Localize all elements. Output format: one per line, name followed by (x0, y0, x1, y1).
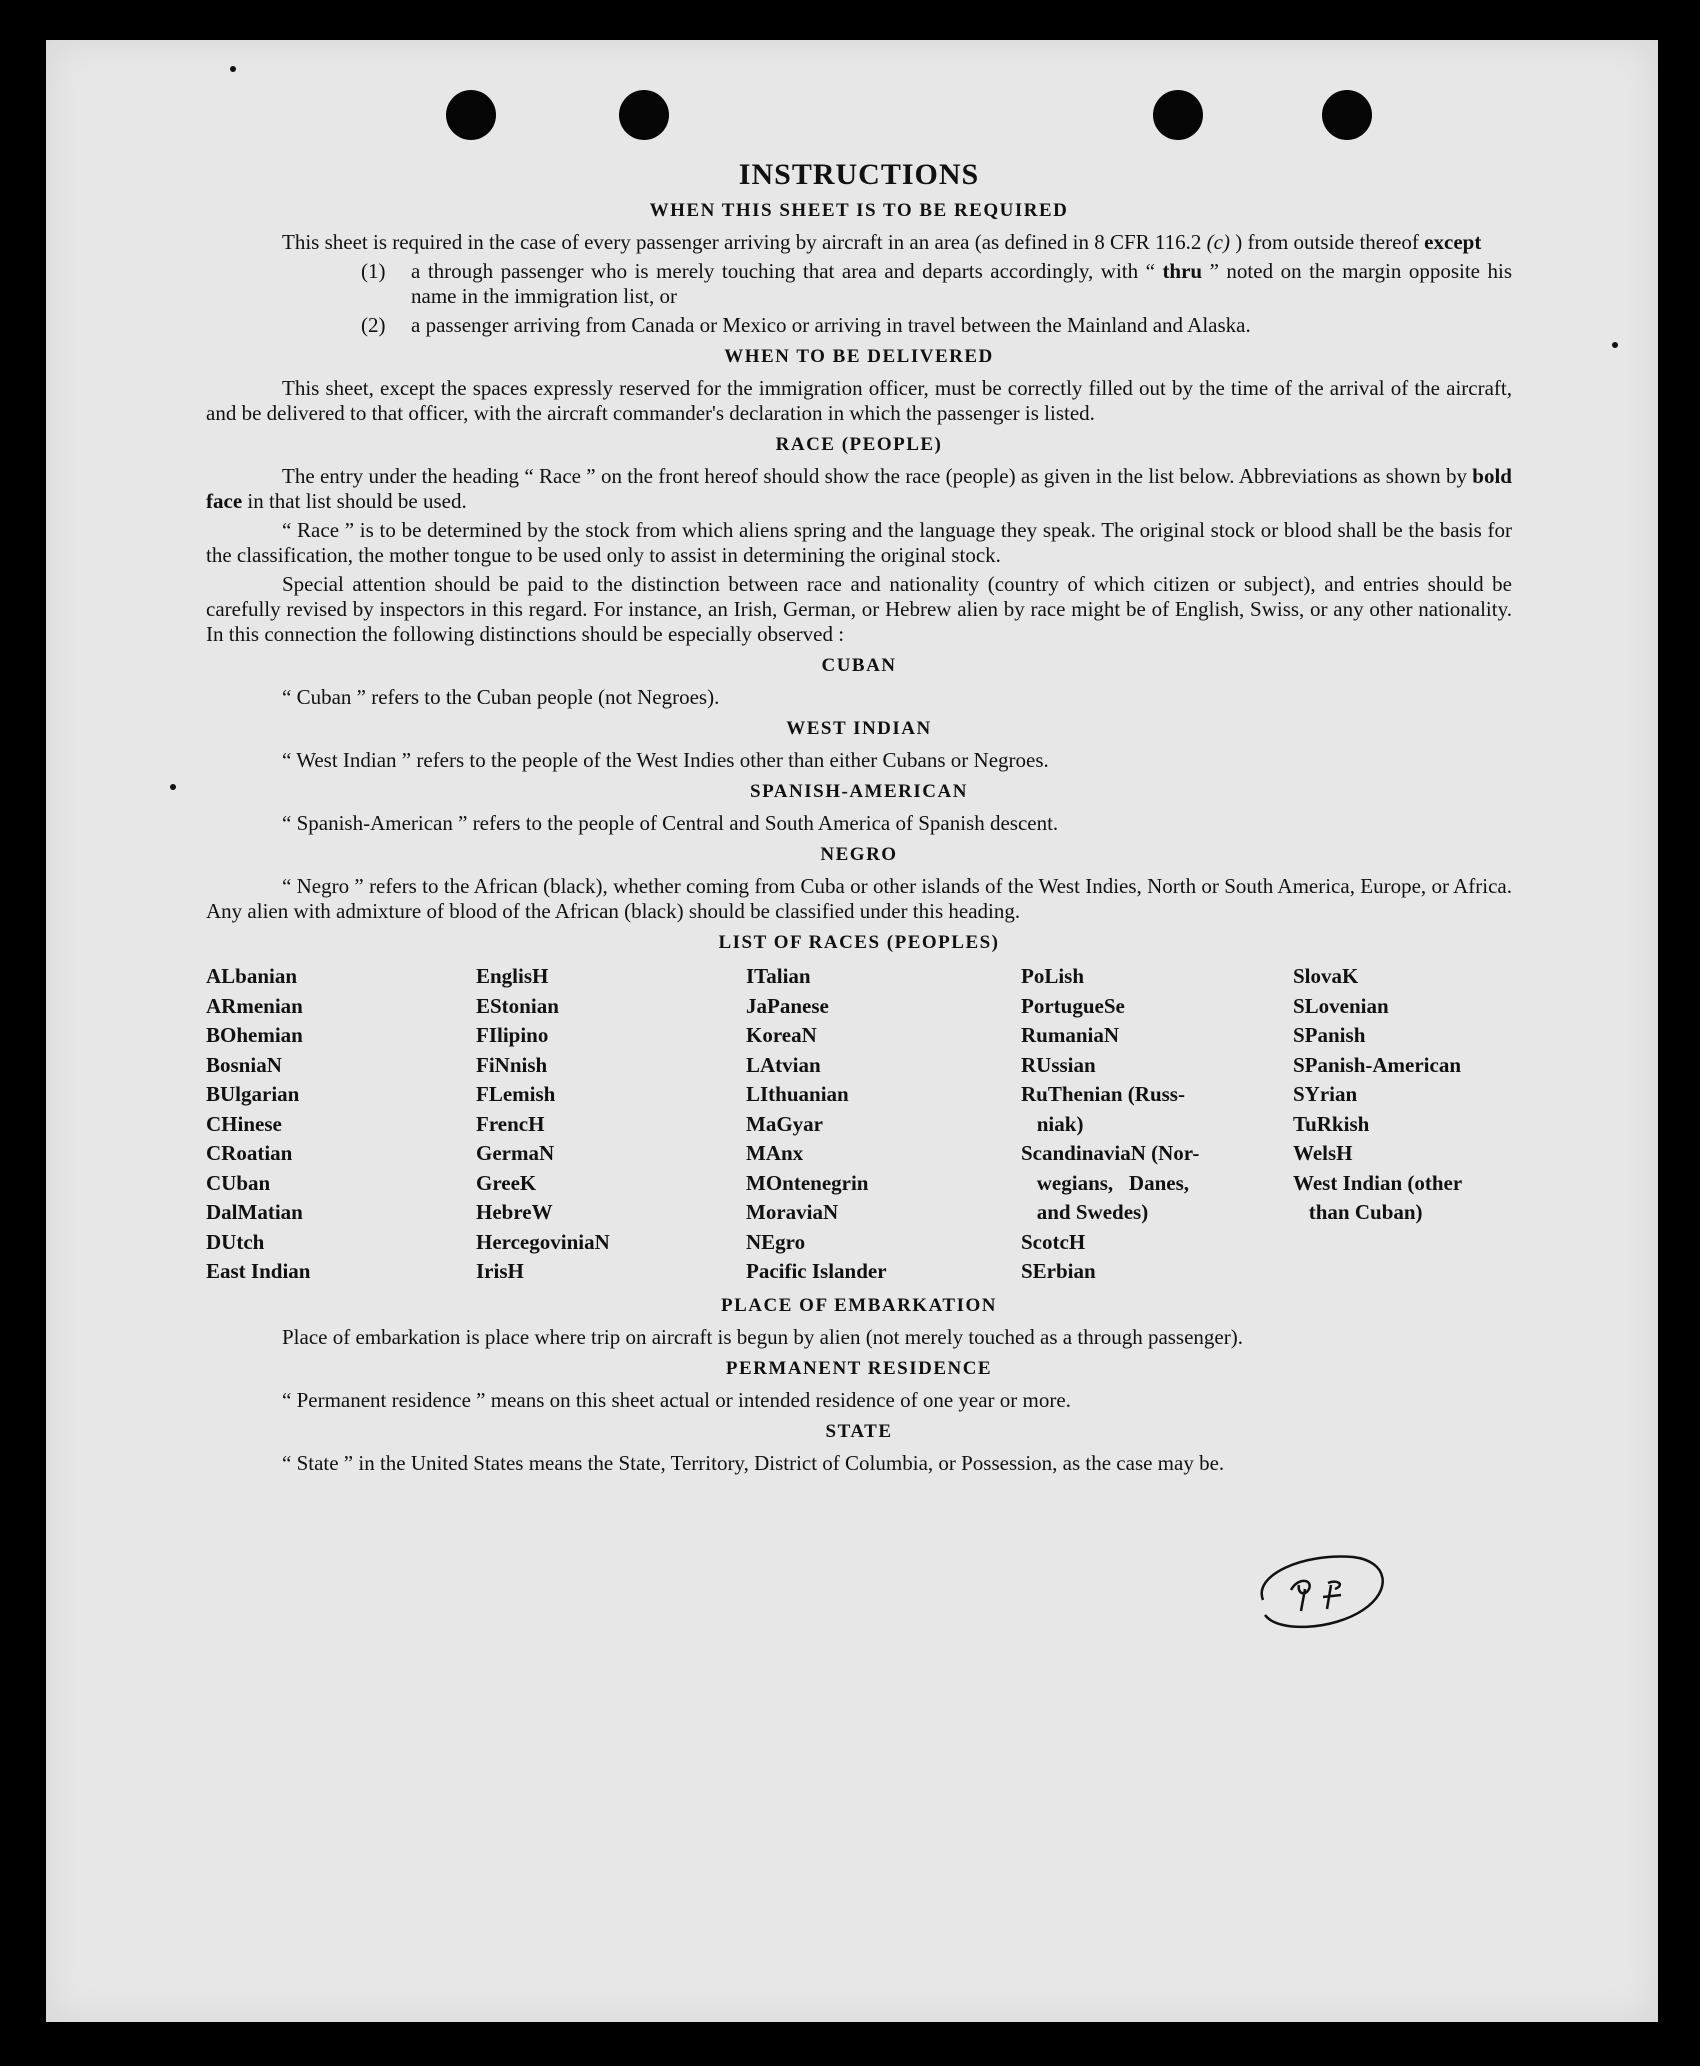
race-list-item: wegians, Danes, (1021, 1170, 1190, 1195)
race-paragraph-1 (206, 464, 1512, 514)
race-list-item: CUban (206, 1170, 271, 1195)
required-item-2 (361, 313, 1512, 338)
race-list-item: SLovenian (1293, 993, 1389, 1018)
race-list (206, 962, 1512, 1287)
handwritten-circle-mark (1243, 1545, 1393, 1635)
race-list-item: KoreaN (746, 1023, 817, 1047)
race-list-item: FIlipino (476, 1023, 549, 1047)
item-text: a passenger arriving from Canada or Mexico or arriving in travel between the Mainland and Alaska. (411, 313, 1251, 337)
race-list-item: RuThenian (Russ- (1021, 1082, 1185, 1106)
required-intro-mid: ) from outside thereof (1229, 230, 1425, 254)
cuban-text: “ Cuban ” refers to the Cuban people (not Negroes). (282, 685, 720, 709)
race-list-item: IrisH (476, 1259, 524, 1283)
punch-hole (619, 90, 669, 140)
race-list-item: ARmenian (206, 993, 303, 1018)
race-list-item: NEgro (746, 1229, 806, 1254)
race-list-item: LAtvian (746, 1052, 821, 1077)
race-list-item: GermaN (476, 1141, 555, 1165)
delivered-text: This sheet, except the spaces expressly reserved for the immigration officer, must be correctly filled out by the time of the arrival of the aircraft, and be delivered to that officer, with the aircraft commander's declaration in which the passenger is listed. (206, 376, 1512, 425)
race-list-item: DUtch (206, 1229, 265, 1254)
race-list-item: RUssian (1021, 1052, 1096, 1077)
item1-text-pre: a through passenger who is merely touching that area and departs accordingly, with “ (411, 259, 1163, 283)
instructions-content (206, 158, 1512, 1480)
heading-race: RACE (PEOPLE) (775, 434, 943, 455)
race-list-item: ALbanian (206, 964, 298, 988)
race-list-item: RumaniaN (1021, 1023, 1120, 1047)
race-p1-pre: The entry under the heading “ Race ” on the front hereof should show the race (people) as given in the list below. Abbreviations as shown by (282, 464, 1473, 488)
state-text: “ State ” in the United States means the State, Territory, District of Columbia, or Possession, as the case may be. (282, 1450, 1225, 1475)
race-list-item: and Swedes) (1021, 1200, 1149, 1224)
race-list-item: TuRkish (1293, 1111, 1370, 1136)
race-list-item: BosniaN (206, 1052, 282, 1077)
race-list-item: CRoatian (206, 1141, 293, 1165)
heading-embarkation: PLACE OF EMBARKATION (721, 1294, 997, 1316)
race-list-item: MOntenegrin (746, 1170, 869, 1195)
race-list-item: East Indian (206, 1259, 311, 1283)
race-list-item: West Indian (other (1293, 1170, 1463, 1195)
race-list-item: PoLish (1021, 964, 1085, 988)
item1-text-bold: thru (1162, 259, 1203, 283)
race-column (1021, 962, 1293, 1287)
negro-text: “ Negro ” refers to the African (black), whether coming from Cuba or other islands of the West Indies, North or South America, Europe, or Africa. Any alien with admixture of blood of the African (black) should be classified under this heading. (206, 874, 1512, 923)
required-intro-italic: (c) (1206, 230, 1230, 254)
speck (170, 784, 176, 790)
race-list-item: HercegoviniaN (476, 1229, 610, 1254)
document-sheet (46, 40, 1658, 2022)
punch-hole (446, 90, 496, 140)
page-title: INSTRUCTIONS (738, 158, 980, 191)
race-list-item: Pacific Islander (746, 1259, 887, 1283)
heading-spanish-american: SPANISH-AMERICAN (750, 781, 968, 802)
race-paragraph-2: “ Race ” is to be determined by the stock from which aliens spring and the language they speak. The original stock or blood shall be the basis for the classification, the mother tongue to be used only to assist in determining the original stock. (206, 518, 1512, 567)
race-list-item: JaPanese (746, 993, 829, 1018)
race-list-item: EStonian (476, 993, 559, 1018)
race-list-item: FLemish (476, 1082, 556, 1106)
race-list-item: DalMatian (206, 1200, 303, 1224)
item-number: (1) (361, 259, 386, 283)
heading-required: WHEN THIS SHEET IS TO BE REQUIRED (649, 200, 1069, 221)
embarkation-text: Place of embarkation is place where trip on aircraft is begun by alien (not merely touched as a through passenger). (282, 1324, 1243, 1349)
required-intro (206, 230, 1512, 255)
residence-text: “ Permanent residence ” means on this sheet actual or intended residence of one year or more. (282, 1387, 1071, 1412)
race-list-item: ScandinaviaN (Nor- (1021, 1141, 1200, 1165)
speck (230, 66, 236, 72)
race-list-item: FiNnish (476, 1052, 548, 1077)
race-list-item: BOhemian (206, 1023, 303, 1047)
race-column (1293, 962, 1512, 1287)
race-list-item: than Cuban) (1293, 1200, 1423, 1224)
spanish-american-text: “ Spanish-American ” refers to the people of Central and South America of Spanish descent. (282, 811, 1059, 835)
race-p1-bold: bold face (206, 464, 1512, 513)
race-list-item: CHinese (206, 1111, 282, 1136)
heading-cuban: CUBAN (821, 655, 897, 676)
race-column (206, 962, 476, 1287)
race-column (476, 962, 746, 1287)
race-list-item: niak) (1021, 1111, 1084, 1136)
race-list-item: MoraviaN (746, 1200, 839, 1224)
race-list-item: HebreW (476, 1200, 553, 1224)
race-list-item: GreeK (476, 1170, 537, 1195)
race-paragraph-3: Special attention should be paid to the distinction between race and nationality (country of which citizen or subject), and entries should be carefully revised by inspectors in this regard. For instance, an Irish, German, or Hebrew alien by race might be of English, Swiss, or any other nationality. In this connection the following distinctions should be especially observed : (206, 572, 1512, 646)
race-list-item: SPanish-American (1293, 1052, 1461, 1077)
race-list-item: SPanish (1293, 1023, 1366, 1047)
required-intro-text: This sheet is required in the case of every passenger arriving by aircraft in an area (as defined in 8 CFR 116.2 (282, 230, 1207, 254)
race-list-item: WelsH (1293, 1141, 1353, 1165)
required-item-1 (361, 259, 1512, 309)
heading-delivered: WHEN TO BE DELIVERED (724, 346, 994, 367)
race-list-item: BUlgarian (206, 1082, 300, 1106)
item-text (411, 259, 1512, 309)
race-list-item: FrencH (476, 1111, 545, 1136)
punch-hole (1322, 90, 1372, 140)
race-list-item: SlovaK (1293, 964, 1359, 988)
race-list-item: MAnx (746, 1141, 804, 1165)
race-list-item: ScotcH (1021, 1229, 1086, 1254)
race-list-item: EnglisH (476, 964, 549, 988)
race-list-item: LIthuanian (746, 1082, 849, 1106)
race-p1-post: in that list should be used. (242, 489, 467, 513)
race-column (746, 962, 1021, 1287)
heading-state: STATE (825, 1420, 893, 1442)
item-number: (2) (361, 313, 386, 337)
heading-permanent-residence: PERMANENT RESIDENCE (725, 1357, 993, 1379)
punch-hole (1153, 90, 1203, 140)
race-list-item: SYrian (1293, 1082, 1358, 1106)
race-list-item: SErbian (1021, 1259, 1096, 1283)
required-intro-bold: except (1424, 230, 1482, 254)
race-list-item: ITalian (746, 964, 811, 988)
speck (1612, 342, 1618, 348)
west-indian-text: “ West Indian ” refers to the people of the West Indies other than either Cubans or Negroes. (282, 748, 1049, 772)
item1-text-post: ” noted on the margin opposite his name in the immigration list, or (411, 259, 1512, 308)
heading-negro: NEGRO (820, 844, 898, 865)
heading-list-of-races: LIST OF RACES (PEOPLES) (718, 932, 1000, 953)
race-list-item: MaGyar (746, 1111, 823, 1136)
heading-west-indian: WEST INDIAN (786, 718, 932, 739)
race-list-item: PortugueSe (1021, 993, 1125, 1018)
